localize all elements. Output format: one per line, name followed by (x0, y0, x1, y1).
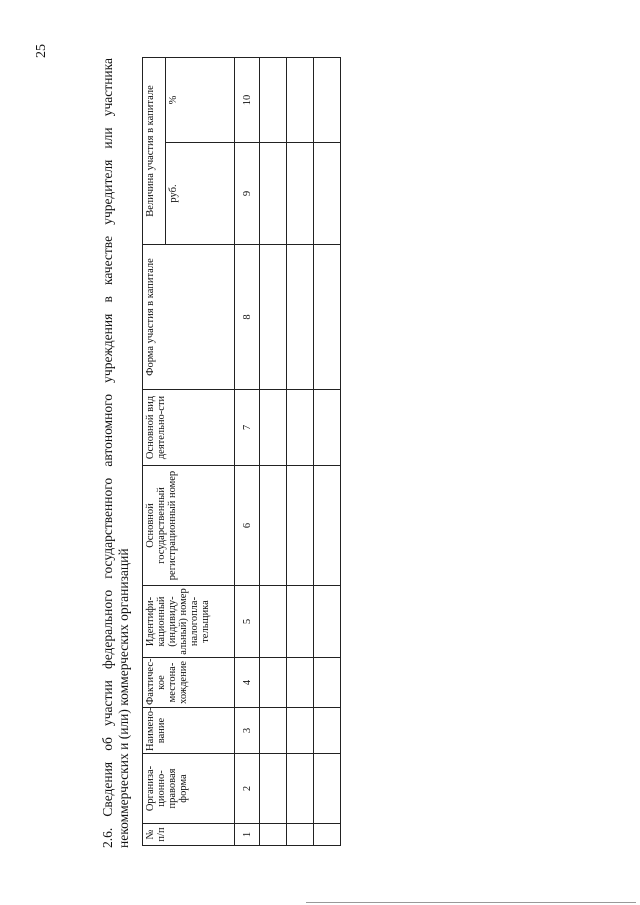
column-number: 10 (235, 58, 260, 143)
table-cell (287, 466, 314, 586)
header-activity: Основной вид деятельно-сти (143, 390, 235, 466)
table-cell (287, 58, 314, 143)
table-cell (260, 708, 287, 754)
table-cell (287, 143, 314, 245)
table-cell (314, 245, 341, 390)
column-number: 8 (235, 245, 260, 390)
participation-table (142, 57, 341, 846)
column-number-row (235, 58, 260, 846)
table-cell (260, 754, 287, 824)
header-participation-amount: Величина участия в капитале (143, 58, 166, 245)
table-cell (314, 824, 341, 846)
table-cell (287, 586, 314, 658)
scan-edge-line (306, 902, 636, 903)
table-cell (260, 58, 287, 143)
table-cell (314, 466, 341, 586)
header-ogrn: Основной государственный регистрационный номер (143, 466, 235, 586)
column-number: 7 (235, 390, 260, 466)
section-heading (100, 58, 132, 848)
header-name: Наимено-вание (143, 708, 235, 754)
page-number: 25 (34, 44, 49, 58)
column-number: 5 (235, 586, 260, 658)
table-row (314, 58, 341, 846)
table-cell (287, 658, 314, 708)
header-participation-form: Форма участия в капитале (143, 245, 235, 390)
rotated-page-content (100, 58, 352, 848)
table-row (287, 58, 314, 846)
table-cell (314, 754, 341, 824)
table-cell (260, 658, 287, 708)
table-cell (287, 245, 314, 390)
table-row (260, 58, 287, 846)
table-cell (260, 143, 287, 245)
table-cell (314, 143, 341, 245)
table-cell (314, 708, 341, 754)
table-cell (260, 824, 287, 846)
header-inn: Идентифи-кационный (индивиду-альный) номер налогопла-тельщика (143, 586, 235, 658)
column-number: 1 (235, 824, 260, 846)
table-cell (314, 58, 341, 143)
column-number: 2 (235, 754, 260, 824)
subheader-percent: % (166, 58, 235, 143)
heading-line-2: некоммерческих и (или) коммерческих организаций (116, 548, 131, 848)
table-cell (287, 754, 314, 824)
column-number: 3 (235, 708, 260, 754)
table-cell (260, 466, 287, 586)
table-cell (287, 824, 314, 846)
table-cell (260, 586, 287, 658)
table-cell (260, 390, 287, 466)
subheader-rub: руб. (166, 143, 235, 245)
column-number: 4 (235, 658, 260, 708)
table-cell (314, 586, 341, 658)
column-number: 6 (235, 466, 260, 586)
header-location: Фактичес-кое местона-хождение (143, 658, 235, 708)
table-cell (314, 390, 341, 466)
table-header-row (143, 58, 166, 846)
table-cell (287, 390, 314, 466)
header-legal-form: Организа-ционно-правовая форма (143, 754, 235, 824)
table-cell (287, 708, 314, 754)
table-cell (314, 658, 341, 708)
table-cell (260, 245, 287, 390)
heading-line-1: 2.6. Сведения об участии федерального государственного автономного учреждения в качестве учредителя или участника (100, 58, 115, 848)
column-number: 9 (235, 143, 260, 245)
header-number: № п/п (143, 824, 235, 846)
